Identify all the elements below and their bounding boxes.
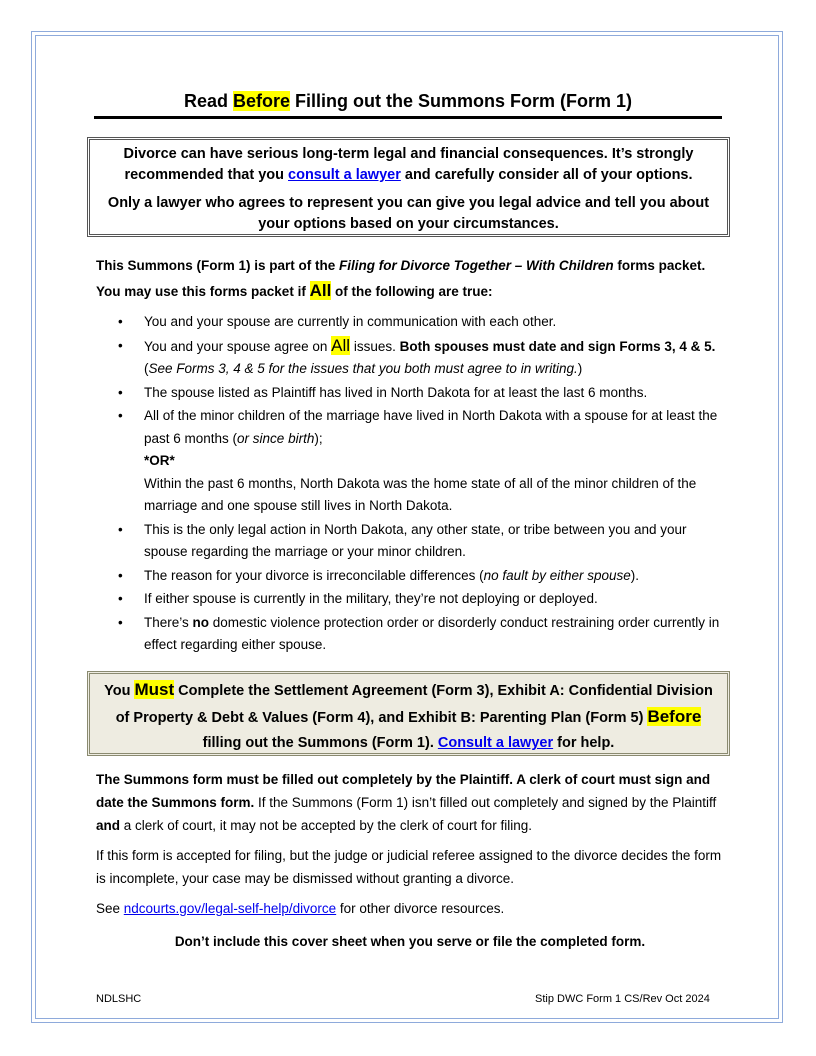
bullet-icon: •	[118, 521, 123, 537]
all-highlight: All	[331, 335, 351, 355]
summons-paragraph	[96, 768, 726, 837]
packet-name: Filing for Divorce Together – With Children	[339, 258, 614, 273]
list-item	[96, 612, 726, 657]
or-separator: *OR*	[144, 453, 175, 468]
list-item	[96, 565, 726, 588]
item-text: issues.	[350, 338, 400, 354]
footer-form-id: Stip DWC Form 1 CS/Rev Oct 2024	[535, 993, 710, 1005]
item-text: The reason for your divorce is irreconcilable differences (	[144, 567, 484, 583]
warning-text: and carefully consider all of your options.	[400, 167, 693, 183]
divorce-resources-link[interactable]: ndcourts.gov/legal-self-help/divorce	[123, 901, 337, 916]
bullet-icon: •	[118, 567, 123, 583]
bullet-icon: •	[118, 337, 123, 353]
item-bold-text: no	[192, 614, 210, 630]
item-italic-text: See Forms 3, 4 & 5 for the issues that you both must agree to in writing.	[148, 361, 578, 376]
page-title	[94, 88, 722, 119]
list-item	[96, 405, 726, 518]
requirements-list	[96, 311, 726, 658]
title-highlight: Before	[233, 91, 291, 111]
resources-text: See	[96, 901, 124, 916]
consult-lawyer-link[interactable]: consult a lawyer	[288, 167, 401, 183]
item-text: You and your spouse agree on	[144, 338, 332, 354]
title-text-pre: Read	[183, 91, 233, 111]
summons-and: and	[96, 818, 121, 833]
intro-text: forms packet. You may use this forms packet if	[96, 258, 706, 299]
must-text: filling out the Summons (Form 1).	[202, 735, 438, 751]
warning-paragraph-1	[104, 144, 713, 186]
bullet-icon: •	[118, 314, 123, 329]
item-text: );	[314, 430, 323, 446]
must-text: You	[104, 683, 135, 699]
item-text: )	[577, 361, 583, 376]
list-item	[96, 311, 726, 334]
list-item	[96, 335, 726, 381]
must-complete-box	[87, 671, 730, 756]
must-text: for help.	[553, 735, 615, 751]
resources-paragraph	[96, 897, 726, 920]
intro-text: of the following are true:	[331, 284, 493, 299]
item-bold-text: Both spouses must date and sign Forms 3, 4 & 5.	[399, 338, 716, 354]
bullet-icon: •	[118, 384, 123, 400]
intro-paragraph	[96, 253, 724, 304]
summons-text: If the Summons (Form 1) isn’t filled out completely and signed by the Plaintiff	[254, 795, 717, 810]
item-text: The spouse listed as Plaintiff has lived in North Dakota for at least the last 6 months.	[144, 384, 648, 400]
bullet-icon: •	[118, 408, 123, 423]
accepted-paragraph: If this form is accepted for filing, but the judge or judicial referee assigned to the divorce decides the form is incomplete, your case may be dismissed without granting a divorce.	[96, 848, 722, 886]
bullet-icon: •	[118, 614, 123, 630]
consult-lawyer-link-2[interactable]: Consult a lawyer	[437, 735, 554, 751]
item-text: This is the only legal action in North Dakota, any other state, or tribe between you and your spouse regarding the marriage or your minor children.	[144, 521, 687, 559]
item-text: (	[144, 361, 149, 376]
item-italic-text: or since birth	[237, 430, 315, 446]
summons-bold-text: The Summons form must be filled out completely by the Plaintiff. A clerk of court must sign and date the Summons form.	[96, 772, 711, 810]
item-italic-text: no fault by either spouse	[483, 567, 631, 583]
cover-sheet-note: Don’t include this cover sheet when you serve or file the completed form.	[174, 934, 646, 949]
item-text: Within the past 6 months, North Dakota was the home state of all of the minor children of the marriage and one spouse still lives in North Dakota.	[144, 475, 697, 513]
intro-text: This Summons (Form 1) is part of the	[96, 258, 340, 273]
item-text: If either spouse is currently in the military, they’re not deploying or deployed.	[144, 591, 598, 606]
summons-text: a clerk of court, it may not be accepted by the clerk of court for filing.	[120, 818, 532, 833]
list-item	[96, 519, 726, 564]
warning-paragraph-2: Only a lawyer who agrees to represent you can give you legal advice and tell you about your options based on your circumstances.	[107, 195, 710, 232]
list-item	[96, 588, 726, 611]
item-text: ).	[630, 567, 640, 583]
list-item	[96, 382, 726, 405]
all-highlight: All	[309, 281, 332, 300]
lawyer-warning-box	[87, 137, 730, 237]
must-highlight: Must	[134, 680, 175, 699]
warning-text: Divorce can have serious long-term legal and financial consequences. It’s strongly recommended that you	[123, 146, 694, 183]
title-text-post: Filling out the Summons Form (Form 1)	[290, 91, 633, 111]
resources-text: for other divorce resources.	[336, 901, 505, 916]
before-highlight: Before	[647, 707, 702, 726]
bullet-icon: •	[118, 591, 123, 606]
must-text: Complete the Settlement Agreement (Form 3), Exhibit A: Confidential Division of Property & Debt & Values (Form 4), and Exhibit B: Parenting Plan (Form 5)	[115, 683, 713, 726]
footer-org: NDLSHC	[96, 993, 142, 1005]
item-text: There’s	[144, 614, 193, 630]
item-text: All of the minor children of the marriage have lived in North Dakota with a spouse for at least the past 6 months (	[144, 408, 718, 446]
item-text: domestic violence protection order or disorderly conduct restraining order currently in effect regarding either spouse.	[144, 614, 720, 652]
item-text: You and your spouse are currently in communication with each other.	[144, 314, 557, 329]
